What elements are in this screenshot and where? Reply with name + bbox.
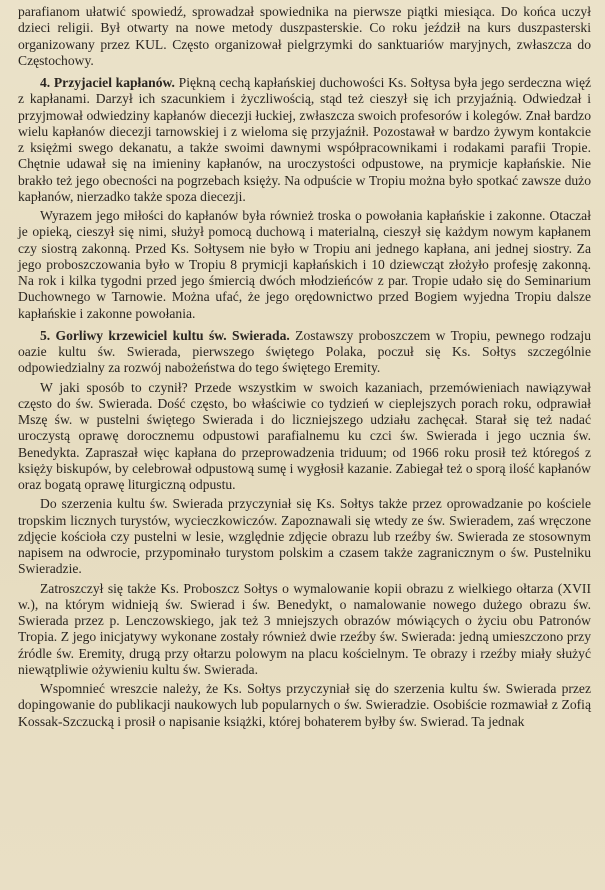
paragraph-4 xyxy=(18,328,591,377)
paragraph-2 xyxy=(18,75,591,205)
paragraph-8: Wspomnieć wreszcie należy, że Ks. Sołtys przyczyniał się do szerzenia kultu św. Swierada przez dopingowanie do publikacji naukowych lub popularnych o św. Swieradzie. Osobiście rozmawiał z Zofią Kossak-Szczucką i prosił o napisanie książki, której bohaterem byłby św. Swierad. Ta jednak xyxy=(18,681,591,729)
paragraph-3: Wyrazem jego miłości do kapłanów była również troska o powołania kapłańskie i zakonne. Otaczał je opieką, cieszył się nimi, służył pomocą duchową i materialną, cieszył się każdym nowym kapłanem czy siostrą zakonną. Przed Ks. Sołtysem nie było w Tropiu ani jednego kapłana, ani jednej siostry. Za jego proboszczowania było w Tropiu 8 prymicji kapłańskich i 10 dziewcząt złożyło profesję zakonną. Na rok i kilka tygodni przed jego śmiercią dwóch młodzieńców z par. Tropie udało się do Seminarium Duchownego w Tarnowie. Można ufać, że jego orędownictwo przed Bogiem wyjedna Tropiu dalsze kapłańskie i zakonne powołania. xyxy=(18,208,591,321)
paragraph-5: W jaki sposób to czynił? Przede wszystkim w swoich kazaniach, przemówieniach nawiązywał często do św. Swierada. Dość często, bo właściwie co tydzień w cieplejszych porach roku, odprawiał Mszę św. w pustelni świętego Swierada i do liczniejszego udziału zachęcał. Starał się też nadać uroczystą oprawę dorocznemu odpustowi parafialnemu ku czci św. Swierada i jego ucznia św. Benedykta. Zapraszał więc kapłana do przeprowadzenia triduum; od 1966 roku prosił też któregoś z księży biskupów, by celebrował odpustową sumę i wygłosił kazanie. Zabiegał też o sporą ilość kapłanów oraz bogatą oprawę liturgiczną odpustu. xyxy=(18,379,591,492)
section-heading-5: 5. Gorliwy krzewiciel kultu św. Swierada. xyxy=(40,327,290,343)
paragraph-2-body: Piękną cechą kapłańskiej duchowości Ks. Sołtysa była jego serdeczna więź z kapłanami. Darzył ich szacunkiem i życzliwością, stąd też cieszył się ich przyjaźnią. Odwiedzał i przyjmował odwiedziny kapłanów diecezji łuckiej, zwłaszcza swoich profesorów i kolegów. Znał bardzo wielu kapłanów diecezji tarnowskiej i z wieloma się przyjaźnił. Pozostawał w bardzo żywym kontakcie z księżmi swego dekanatu, a także swoimi dawnymi współpracownikami i rodakami parafii Tropie. Chętnie udawał się na imieniny kapłanów, na uroczystości odpustowe, na prymicje kapłańskie. Nie brakło też jego obecności na pogrzebach księży. Na odpuście w Tropiu można było spotkać zawsze dużo kapłanów, nierzadko także spoza diecezji. xyxy=(18,75,592,204)
paragraph-4-body: Zostawszy proboszczem w Tropiu, pewnego rodzaju oazie kultu św. Swierada, pierwszego świętego Polaka, poczuł się Ks. Sołtys szczególnie odpowiedzialny za rozwój nabożeństwa do tego świętego Eremity. xyxy=(18,327,591,376)
section-heading-4: 4. Przyjaciel kapłanów. xyxy=(40,75,175,90)
paragraph-6: Do szerzenia kultu św. Swierada przyczyniał się Ks. Sołtys także przez oprowadzanie po kościele tropskim licznych turystów, wycieczkowiczów. Zapoznawali się wtedy ze św. Swieradem, zaś wręczone zdjęcie kościoła czy pustelni w lesie, względnie zdjęcie obrazu lub rzeźby św. Swierada ze stosownym napisem na odwrocie, przypominało turystom polskim a czasem także zagranicznym o św. Pustelniku Swieradzie. xyxy=(18,496,591,577)
paragraph-7: Zatroszczył się także Ks. Proboszcz Sołtys o wymalowanie kopii obrazu z wielkiego ołtarza (XVII w.), na którym widnieją św. Swierad i św. Benedykt, o namalowanie nowego dużego obrazu św. Swierada przez p. Lenczowskiego, jak też 3 mniejszych obrazów mówiących o życiu obu Patronów Tropia. Z jego inicjatywy wykonane zostały również dwie rzeźby św. Swierada: jedną umieszczono przy źródle św. Eremity, drugą przy ołtarzu polowym na placu kościelnym. Te obrazy i rzeźby miały służyć niewątpliwie ożywieniu kultu św. Swierada. xyxy=(18,580,591,677)
paragraph-1: parafianom ułatwić spowiedź, sprowadzał spowiednika na pierwsze piątki miesiąca. Do końca uczył dzieci religii. Był otwarty na nowe metody duszpasterskie. Co roku jeździł na kurs duszpasterski organizowany przez KUL. Często organizował pielgrzymki do sanktuariów maryjnych, zwłaszcza do Częstochowy. xyxy=(18,4,591,68)
